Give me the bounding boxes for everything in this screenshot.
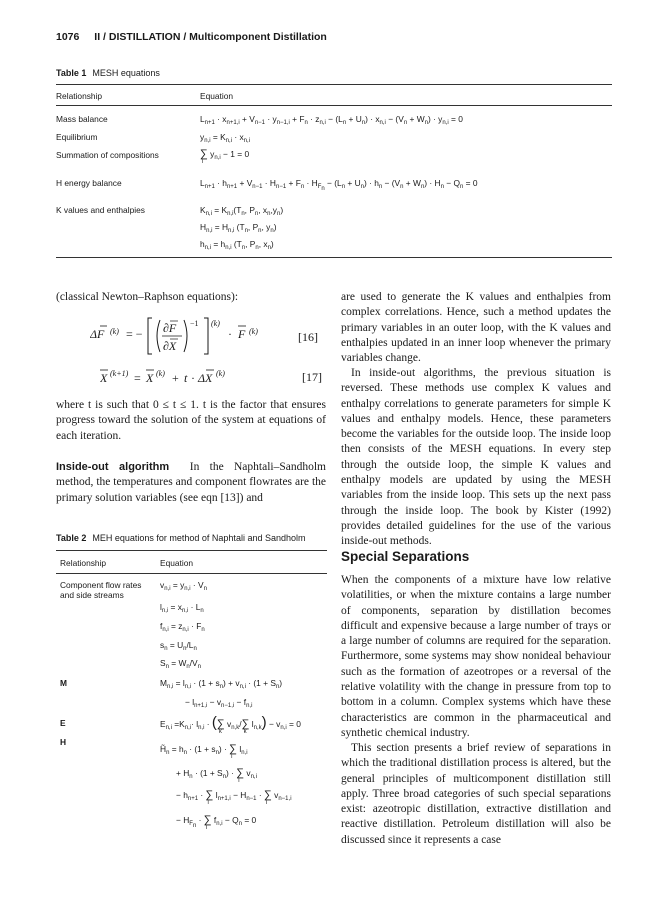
table2-col-equation: Equation: [160, 558, 194, 568]
inside-out-text: In the Naphtali–Sandholm method, the temperatures and component flowrates are the primary solution variables (see eqn [13]) and: [56, 461, 326, 504]
table1-rel-mass: Mass balance: [56, 114, 108, 124]
table2-col-relationship: Relationship: [60, 558, 107, 568]
table2-eq-m2: − $l_{n+1,i} - v_{n-1,i} - f_{n,i}$: [185, 697, 253, 709]
table2-rel-m: M: [60, 678, 67, 688]
table1-head-rule: [56, 105, 612, 106]
table2-eq-e: $E_{n,i} =K_{n,i}\cdot l_{n,i}$ · (∑ k $v_{n,k}/\sum$ k $l_{n,k}) - v_{n,i} = 0$: [160, 714, 301, 735]
running-header: [56, 31, 327, 43]
svg-text:X: X: [100, 371, 108, 385]
svg-text:ΔF: ΔF: [90, 327, 105, 341]
svg-text:(k+1): (k+1): [110, 369, 129, 378]
running-title: II / DISTILLATION / Multicomponent Distillation: [94, 31, 327, 43]
svg-text:(k): (k): [211, 319, 220, 328]
table2-label: Table 2: [56, 533, 87, 543]
table2-eq-l: $l_{n,i} = x_{n,i} \cdot L_n$: [160, 602, 204, 614]
table2-title: MEH equations for method of Naphtali and Sandholm: [92, 533, 306, 543]
svg-text:∂F: ∂F: [163, 321, 177, 335]
svg-text:=: =: [134, 371, 141, 385]
table2-eq-v: $v_{n,i} = y_{n,i} \cdot V_n$: [160, 580, 207, 592]
table2-top-rule: [56, 550, 327, 551]
page-number: 1076: [56, 31, 80, 43]
table2-head-rule: [56, 573, 327, 574]
table2-rel-flow: Component flow rates and side streams: [60, 580, 142, 600]
svg-text:t: t: [184, 371, 188, 385]
table1-eq-H: $H_{n,i} = H_{n,i}$ ($T_n$, $P_n$, $y_n$): [200, 222, 277, 234]
svg-text:·: ·: [228, 327, 232, 341]
table2-eq-f: $f_{n,i} = z_{n,i} \cdot F_n$: [160, 621, 205, 633]
table1-label: Table 1: [56, 68, 87, 78]
svg-text:(k): (k): [249, 327, 258, 336]
svg-text:(k): (k): [216, 369, 225, 378]
table1-eq-equilibrium: $y_{n,i} = K_{n,i} \cdot x_{n,i}$: [200, 132, 250, 144]
svg-text:+: +: [172, 371, 179, 385]
table1-eq-energy: $L_{n+1} \cdot h_{n+1} + V_{n-1} \cdot H_{n-1} + F_n \cdot H_{F_n} - (L_n + U_n) \cdot h_n - (V_n + W_n) \cdot H_n - Q_n = 0$: [200, 178, 478, 192]
table2-rel-e: E: [60, 718, 66, 728]
table2-eq-S: $S_n = W_n/V_n$: [160, 658, 201, 670]
table2-eq-h3: − $h_{n+1}$ · ∑ i $l_{n+1,i} - H_{n-1}$ · ∑ i $v_{n-1,i}$: [176, 789, 292, 806]
section-heading-special-separations: Special Separations: [341, 549, 470, 564]
table1-rel-kvalues: K values and enthalpies: [56, 205, 145, 215]
svg-text:−1: −1: [190, 319, 199, 328]
eq17-number: [17]: [302, 370, 322, 384]
left-inside-out-para: [56, 460, 326, 506]
svg-text:= −: = −: [126, 327, 143, 341]
eq16-number: [16]: [298, 330, 318, 344]
right-para4: This section presents a brief review of separations in which the traditional distillation process is altered, but the general principles of multicomponent distillation still apply. Three broad categories of such special separations exist: azeotropic distillation, extractive distillation and reactive distillation. Petroleum distillation will also be discussed since it represents a case: [341, 742, 611, 846]
svg-text:(k): (k): [110, 327, 119, 336]
table2-eq-h4: − $H_{F_n}$ · ∑ i $f_{n,i} - Q_n = 0$: [176, 814, 257, 831]
svg-text:(k): (k): [156, 369, 165, 378]
right-para1: are used to generate the K values and enthalpies from complex correlations. Hence, such a method updates the primary variables in an outer loop, with the K values and enthalpies updated in an inner loop whenever the primary variables change.: [341, 291, 611, 365]
table1-top-rule: [56, 84, 612, 85]
table1-eq-k: $K_{n,i} = K_{n,i}(T_n$, $P_n$, $x_n,y_n$): [200, 205, 284, 217]
svg-text:F: F: [238, 327, 246, 341]
inside-out-heading: Inside-out algorithm: [56, 461, 170, 473]
table1-bottom-rule: [56, 257, 612, 258]
table2-eq-h1: $H̃_n = h_n \cdot (1 + s_n)$ · ∑ i $l_{n,i}$: [160, 743, 248, 760]
table1-rel-summation: Summation of compositions: [56, 150, 159, 160]
left-intro: (classical Newton–Raphson equations):: [56, 291, 239, 303]
svg-text:∂X: ∂X: [163, 339, 177, 353]
table2-caption: [56, 533, 306, 543]
table1-col-relationship: Relationship: [56, 91, 103, 101]
svg-text:X: X: [146, 371, 154, 385]
right-para3: When the components of a mixture have low relative volatilities, or when the mixture contains a large number of components, separation by distillation becomes difficult and expensive because a large number of trays or a large number of columns are required for the separation. Furthermore, some systems may show nonideal behaviour such as the formation of azeotropes or a reversal of the relative volatility with the change in pressure from top to bottom in a column. Complex systems which have these characteristics are common in the pharmaceutical and synthetic chemical industry.: [341, 574, 611, 739]
right-para2: In inside-out algorithms, the previous situation is reversed. These methods use complex K values and enthalpy correlations to generate parameters for simple K values and enthalpy models. Hence, these parameters become the variables for the outside loop. The inside loop then consists of the MESH equations. In every step through the outside loop, the simple K values and enthalpy models are updated by using the MESH variables from the inside loop. This sets up the next pass through the inside loop. The book by Kister (1992) provides detailed guidelines for the use of the various inside-out methods.: [341, 367, 611, 548]
table1-rel-energy: H energy balance: [56, 178, 122, 188]
table1-eq-mass: $L_{n+1} \cdot x_{n+1,i} + V_{n-1} \cdot y_{n-1,i} + F_n \cdot z_{n,i} - (L_n + U_n) \cdot x_{n,i} - (V_n + W_n) \cdot y_{n,i} = 0$: [200, 114, 463, 126]
table1-eq-h: $h_{n,i} = h_{n,i}$ ($T_n$, $P_n$, $x_n$): [200, 239, 274, 251]
eq17-formula: [100, 364, 280, 388]
table1-rel-equilibrium: Equilibrium: [56, 132, 98, 142]
table2-eq-h2: + $H_n \cdot (1 + S_n)$ · ∑ i $v_{n,i}$: [176, 767, 257, 784]
eq16-formula: [90, 310, 290, 358]
table2-eq-m1: $M_{n,i} = l_{n,i} \cdot (1 + s_n) + v_{n,i} \cdot (1 + S_n)$: [160, 678, 283, 690]
svg-text:·: ·: [191, 371, 195, 385]
table1-eq-summation: ∑ i $y_{n,i} - 1 = 0$: [200, 148, 250, 165]
table1-caption: [56, 68, 160, 78]
table1-col-equation: Equation: [200, 91, 234, 101]
table2-eq-s: $s_n = U_n/L_n$: [160, 640, 197, 652]
svg-text:ΔX: ΔX: [198, 371, 213, 385]
left-para-t: where t is such that 0 ≤ t ≤ 1. t is the factor that ensures progress toward the solution of the system at equations of each iteration.: [56, 399, 326, 442]
table1-title: MESH equations: [92, 68, 160, 78]
table2-rel-h: H: [60, 737, 67, 747]
